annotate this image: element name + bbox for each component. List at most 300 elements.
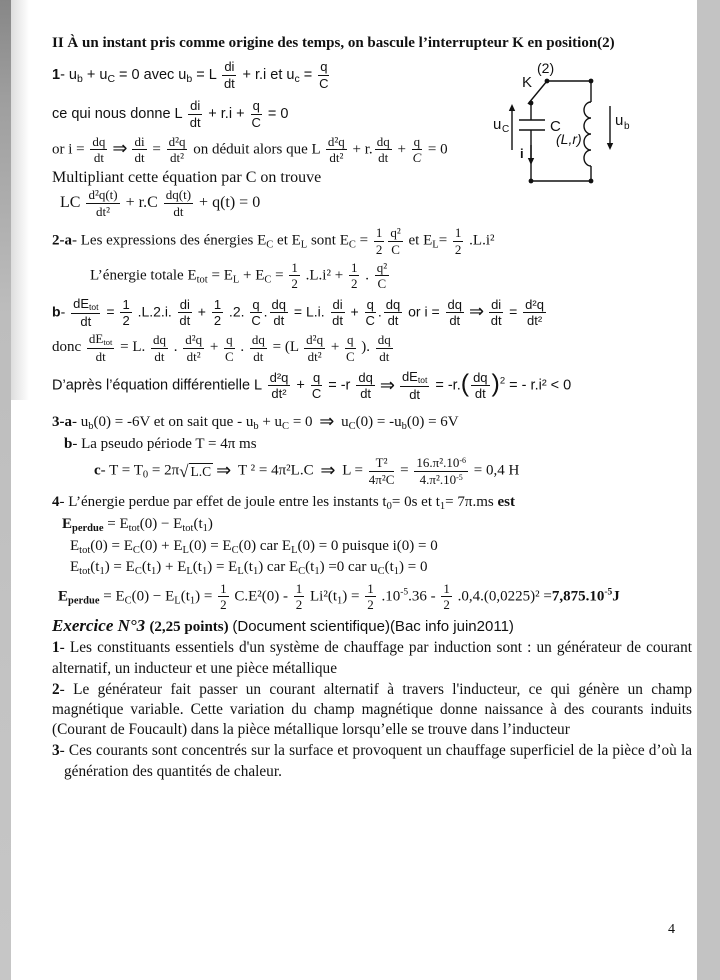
text-segment: 3 — [52, 742, 60, 760]
text-segment: = (L — [268, 339, 303, 356]
text-segment: C — [231, 544, 239, 556]
text-segment: L — [291, 544, 298, 556]
text-segment: ) = — [195, 588, 217, 605]
text-segment: 1 — [52, 66, 61, 83]
text-segment: = E — [207, 267, 233, 284]
implies-arrow: ⇒ — [319, 410, 335, 432]
text-segment: . — [236, 339, 248, 356]
text-segment: C — [348, 239, 356, 251]
text-segment: ce qui nous donne L — [52, 106, 187, 123]
eq-donc — [52, 332, 692, 364]
fraction — [453, 226, 464, 256]
text-segment: (0) − E — [131, 588, 175, 605]
text-segment: C — [266, 239, 274, 251]
text-segment: C.E²(0) - — [230, 588, 292, 605]
text-segment: (0) = 6V — [406, 413, 459, 430]
text-segment: 2 — [291, 276, 298, 292]
text-segment: di — [491, 296, 502, 312]
fraction — [365, 298, 376, 328]
text-segment: tot — [79, 544, 91, 556]
text-segment: 2 — [220, 597, 227, 613]
text-segment: . — [377, 303, 382, 320]
eq-eperdue-result — [52, 582, 692, 612]
text-segment: = — [271, 267, 288, 284]
fraction — [167, 135, 188, 165]
text-segment: L — [237, 566, 244, 578]
text-segment: dt — [409, 386, 421, 402]
coil-label: (L,r) — [556, 131, 582, 147]
text-segment: dt — [223, 75, 235, 91]
text-segment: sont E — [307, 232, 349, 249]
text-segment: -6 — [459, 456, 467, 466]
text-segment: dE — [88, 331, 104, 347]
text-segment: ) — [207, 516, 213, 533]
fraction — [376, 333, 393, 363]
fraction — [414, 456, 468, 486]
capacitor-label: C — [550, 118, 561, 135]
text-segment: C — [345, 348, 355, 364]
text-segment: tot — [417, 375, 428, 385]
fraction — [294, 582, 305, 612]
text-segment: = — [355, 232, 372, 249]
text-segment: = 0 — [289, 413, 317, 430]
fraction — [388, 226, 402, 256]
fraction — [87, 332, 114, 364]
text-segment: d²q — [525, 296, 544, 312]
text-segment: 0 — [386, 501, 392, 513]
fraction — [375, 135, 392, 165]
text-segment: or i = — [404, 303, 444, 320]
text-segment: dq — [271, 296, 286, 312]
scan-edge-left-fade — [11, 0, 29, 400]
text-segment: et E — [273, 232, 301, 249]
text-segment: 1 — [201, 566, 208, 578]
text-segment: C — [365, 313, 375, 329]
ub-label: u — [615, 112, 624, 129]
position-label: (2) — [537, 60, 555, 76]
text-segment: 2 — [443, 597, 450, 613]
fraction — [345, 333, 356, 363]
scan-edge-right — [697, 0, 720, 980]
text-segment: dt — [474, 386, 486, 402]
text-segment: = — [102, 303, 119, 320]
text-segment: 1 — [52, 639, 60, 657]
text-segment: di — [332, 296, 343, 312]
text-segment: tot — [128, 523, 140, 535]
text-segment: -5 — [456, 472, 463, 482]
text-segment: di — [134, 133, 145, 149]
text-segment: E — [62, 516, 73, 533]
text-segment: C — [124, 595, 132, 607]
text-segment: (0) car E — [238, 537, 292, 554]
text-segment: dt — [490, 313, 502, 329]
fraction — [289, 261, 300, 291]
text-segment: E — [70, 559, 80, 576]
text-segment: ). — [357, 339, 374, 356]
text-segment: q — [347, 332, 354, 348]
text-segment: 2 — [122, 313, 130, 329]
text-segment: + r.i + — [204, 106, 249, 123]
text-segment: - — [60, 303, 70, 320]
text-segment: . — [361, 267, 373, 284]
text-segment: b — [52, 303, 61, 320]
eq-etot0 — [52, 537, 692, 558]
ub-label-sub: b — [624, 121, 630, 132]
text-segment: 1 — [213, 296, 222, 312]
text-segment: + — [393, 141, 410, 158]
fraction — [304, 333, 325, 363]
text-segment: + r.i et u — [238, 66, 295, 83]
fraction — [250, 298, 261, 328]
text-segment: + u — [82, 66, 108, 83]
text-segment: E — [70, 537, 80, 554]
text-segment: 2 — [52, 680, 60, 698]
text-segment: = — [299, 66, 317, 83]
text-segment: dt — [189, 114, 201, 130]
i-arrowhead — [528, 158, 534, 165]
text-segment: perdue — [68, 595, 100, 607]
implies-arrow: ⇒ — [320, 459, 336, 481]
text-segment: L — [186, 566, 193, 578]
text-segment: tot — [182, 523, 194, 535]
text-segment: dt — [273, 313, 285, 329]
uc-arrowhead — [509, 104, 515, 111]
fraction — [90, 135, 107, 165]
text-segment: d²q — [168, 133, 186, 149]
text-segment: .L.i² — [465, 232, 495, 249]
text-segment: dt² — [186, 348, 201, 364]
text-segment: C — [311, 386, 322, 402]
text-segment: q² — [376, 259, 388, 275]
eq-3b — [52, 435, 692, 453]
text-segment: ) — [491, 369, 500, 398]
text-segment: C — [298, 566, 306, 578]
text-segment: q — [413, 133, 421, 149]
text-segment: dt — [387, 313, 399, 329]
text-segment: LC — [60, 193, 85, 211]
text-segment: dt — [378, 150, 389, 166]
text-segment: dt² — [96, 203, 111, 219]
text-segment: donc — [52, 339, 85, 356]
text-segment: q — [320, 59, 328, 74]
text-segment: dt — [93, 150, 104, 166]
text-segment: b — [253, 420, 259, 432]
inductor-coil — [584, 102, 591, 166]
text-segment: dE — [401, 369, 418, 384]
text-segment: - Le générateur fait passer un courant alternatif à travers l'inducteur, ce qui génère un champ magnétique variable. Cette variation du champ magnétique donne naissance à des courants induits (Courant de Foucault) dans la pièce métallique lorsqu’elle se trouve dans l’inducteur — [52, 680, 692, 739]
text-segment: 1 — [454, 225, 462, 241]
switch-label: K — [522, 74, 533, 91]
text-segment: 1 — [439, 501, 446, 513]
text-segment: dt² — [307, 348, 322, 364]
text-segment: d²q — [306, 332, 324, 348]
text-segment: (2,25 points) — [149, 619, 233, 636]
fraction — [224, 333, 235, 363]
node-bottom-right — [589, 179, 594, 184]
text-segment: dt — [134, 150, 145, 166]
text-segment: C — [319, 75, 329, 91]
fraction — [471, 371, 489, 401]
text-segment: q — [366, 296, 374, 312]
text-segment: - Ces courants sont concentrés sur la surface et provoquent un chauffage superficiel de la pièce d’où la génération des quantités de chaleur. — [59, 742, 692, 780]
fraction — [250, 333, 267, 363]
square-root: √ L.C — [179, 461, 212, 481]
text-segment: T ² = 4π²L.C — [234, 462, 318, 479]
text-segment: .L.i² + — [301, 267, 347, 284]
exercise3-heading — [52, 616, 692, 636]
text-segment: + r. — [348, 141, 373, 158]
text-segment: = — [148, 141, 165, 158]
text-segment: C — [377, 566, 385, 578]
text-segment: - Les constituants essentiels d'un système de chauffage par induction sont : un générateur de courant alternatif, un inducteur et une pièce métallique — [52, 639, 692, 677]
text-segment: dq(t) — [165, 187, 192, 203]
text-segment: 4 — [52, 494, 60, 511]
text-segment: c — [294, 72, 300, 85]
text-segment: ( — [460, 369, 470, 398]
text-segment: C — [134, 566, 142, 578]
text-segment: = 7π.ms — [445, 494, 498, 511]
node-bottom-left — [529, 179, 534, 184]
fraction — [374, 226, 385, 256]
text-segment: dt — [253, 348, 264, 364]
text-segment: di — [224, 59, 235, 74]
text-segment: D’après l’équation différentielle L — [52, 377, 266, 394]
text-segment: dt — [332, 313, 344, 329]
text-segment: (0) = -u — [355, 413, 402, 430]
uc-label: u — [493, 116, 502, 133]
text-segment: .10 — [377, 588, 401, 605]
scan-edge-left — [0, 0, 11, 980]
text-segment: C — [251, 114, 261, 130]
text-segment: tot — [196, 274, 208, 286]
text-segment: (t — [384, 559, 394, 576]
text-segment: = — [396, 462, 413, 479]
text-segment: - L’énergie perdue par effet de joule entre les instants t — [59, 494, 387, 511]
text-segment: dq — [473, 369, 488, 385]
text-segment: L — [182, 544, 189, 556]
implies-arrow: ⇒ — [216, 459, 232, 481]
text-segment: ) =0 car u — [319, 559, 378, 576]
text-segment: (0) + E — [139, 537, 183, 554]
text-segment: et E — [404, 232, 433, 249]
text-segment: = E — [103, 516, 129, 533]
eq-3c — [52, 456, 692, 486]
text-segment: L — [232, 274, 240, 286]
text-segment: = — [438, 232, 451, 249]
text-segment: or i = — [52, 141, 89, 158]
text-segment: = 0 — [424, 141, 448, 158]
fraction — [375, 261, 389, 291]
text-segment: C — [225, 348, 234, 364]
text-segment: + q(t) = 0 — [195, 193, 261, 211]
text-segment: di — [179, 296, 190, 312]
text-segment: + — [193, 303, 210, 320]
text-segment: 16.π².10 — [416, 455, 460, 471]
fraction — [178, 298, 192, 328]
text-segment: 4π²C — [368, 471, 395, 487]
text-segment: dt² — [526, 313, 543, 329]
text-segment: est — [497, 494, 515, 511]
text-segment: C — [282, 420, 290, 432]
text-segment: dt² — [170, 150, 185, 166]
fraction — [86, 188, 119, 218]
implies-arrow: ⇒ — [379, 374, 395, 396]
text-segment: + — [346, 303, 363, 320]
fraction — [132, 135, 146, 165]
text-segment: + — [292, 377, 309, 394]
text-segment: + r.C — [121, 193, 162, 211]
eq-2a — [52, 226, 692, 256]
text-segment: (0) = E — [90, 537, 133, 554]
fraction — [311, 371, 322, 401]
text-segment: dt — [173, 203, 184, 219]
eq-2b — [52, 297, 692, 329]
fraction — [251, 99, 262, 129]
text-segment: b — [77, 72, 83, 85]
text-segment: C — [391, 241, 400, 257]
text-segment: + — [327, 339, 344, 356]
text-segment: d²q — [269, 369, 289, 385]
text-segment: (0) = E — [188, 537, 232, 554]
text-segment: C — [412, 150, 422, 166]
text-segment: dt — [95, 349, 106, 365]
text-segment: = - r.i² < 0 — [505, 377, 572, 394]
text-segment: (Document scientifique)(Bac info juin2011) — [232, 618, 514, 636]
text-segment: = L. — [116, 339, 149, 356]
text-segment: 1 — [252, 566, 259, 578]
text-segment: C — [107, 72, 116, 85]
text-segment: = E — [99, 588, 125, 605]
text-segment: = 0,4 H — [470, 462, 520, 479]
text-segment: ) = 0 — [399, 559, 428, 576]
fraction — [326, 135, 347, 165]
text-segment: 1 — [99, 566, 105, 578]
exercise3-answer-3 — [52, 741, 692, 781]
fraction — [489, 298, 503, 328]
text-segment: .36 - — [408, 588, 440, 605]
text-segment: (t — [243, 559, 253, 576]
text-segment: .2. — [225, 303, 249, 320]
fraction — [365, 582, 376, 612]
text-segment: (t — [193, 516, 203, 533]
text-segment: (t — [305, 559, 315, 576]
text-segment: on déduit alors que L — [189, 141, 324, 158]
text-segment: tot — [103, 337, 113, 348]
text-segment: 1 — [367, 580, 374, 596]
eq-eperdue-def — [52, 515, 692, 536]
text-segment: = L — [192, 66, 221, 83]
text-segment: L.C — [190, 463, 212, 479]
text-segment: 2 — [367, 597, 374, 613]
text-segment: dq — [376, 133, 390, 149]
text-segment: (0) = -6V et on sait que - u — [93, 413, 254, 430]
text-segment: b — [88, 420, 94, 432]
text-segment: = 0 avec u — [115, 66, 187, 83]
text-segment: (0) − E — [139, 516, 183, 533]
fraction — [164, 188, 193, 218]
text-segment: Exercice N°3 — [52, 616, 150, 636]
text-segment: (0) = 0 puisque i(0) = 0 — [297, 537, 438, 554]
text-segment: b — [64, 436, 73, 453]
text-segment: dt — [179, 313, 191, 329]
text-segment: b — [186, 72, 193, 85]
text-segment: 2-a — [52, 232, 72, 249]
fraction — [151, 333, 168, 363]
text-segment: d²q — [327, 133, 345, 149]
text-segment: q — [252, 296, 260, 312]
text-segment: (t — [180, 588, 190, 605]
text-segment: ) car E — [258, 559, 299, 576]
text-segment: 2 — [375, 241, 383, 257]
fraction — [441, 582, 452, 612]
text-segment: 3-a — [52, 413, 72, 430]
text-segment: 1 — [202, 523, 208, 535]
fraction — [349, 261, 360, 291]
text-segment: tot — [89, 301, 99, 312]
text-segment: 7,875.10 — [551, 588, 605, 605]
text-segment: ) = — [342, 588, 364, 605]
eq-3a — [52, 411, 692, 434]
text-segment: E — [58, 588, 69, 605]
text-segment: 1 — [350, 259, 358, 275]
text-segment: q — [312, 369, 321, 385]
text-segment: dq — [152, 332, 166, 348]
circuit-diagram — [486, 60, 656, 198]
text-segment: dq — [377, 332, 391, 348]
text-segment: C — [348, 420, 356, 432]
text-segment: + u — [258, 413, 283, 430]
text-segment: - u — [60, 66, 77, 83]
text-segment: 2 — [350, 276, 358, 292]
fraction — [71, 297, 100, 329]
node-switch-contact — [529, 101, 534, 106]
text-segment: 1 — [291, 259, 298, 275]
text-segment: q — [226, 332, 233, 348]
text-segment: (t — [192, 559, 202, 576]
text-segment: T² — [375, 455, 388, 471]
text-segment: 1 — [295, 580, 303, 596]
exercise3-answer-2 — [52, 680, 692, 741]
fraction — [222, 60, 236, 90]
page-number: 4 — [668, 922, 675, 937]
fraction — [400, 370, 429, 402]
text-segment: ) + E — [156, 559, 187, 576]
text-segment: 2 — [295, 597, 303, 613]
text-segment: 2 — [213, 313, 222, 329]
text-segment: 1 — [122, 296, 130, 312]
fraction — [270, 298, 288, 328]
text-segment: -5 — [400, 587, 409, 598]
current-label: i — [520, 146, 524, 161]
text-segment: b — [401, 420, 407, 432]
text-segment: di — [190, 98, 201, 114]
text-segment: C — [377, 276, 387, 292]
text-segment: .0,4.(0,0225)² = — [453, 588, 552, 605]
fraction — [331, 298, 345, 328]
text-segment: q — [252, 98, 260, 114]
fraction — [356, 371, 374, 401]
text-segment: J — [612, 588, 620, 605]
text-segment: = -r — [324, 377, 355, 394]
text-segment: dt² — [271, 386, 287, 402]
text-segment: dt — [80, 313, 92, 329]
text-segment: . — [169, 339, 182, 356]
text-segment: 1 — [314, 566, 320, 578]
text-segment: = -r. — [431, 377, 461, 394]
text-segment: q² — [390, 225, 401, 241]
text-segment: c — [94, 462, 101, 479]
text-segment: - Les expressions des énergies E — [72, 232, 267, 249]
